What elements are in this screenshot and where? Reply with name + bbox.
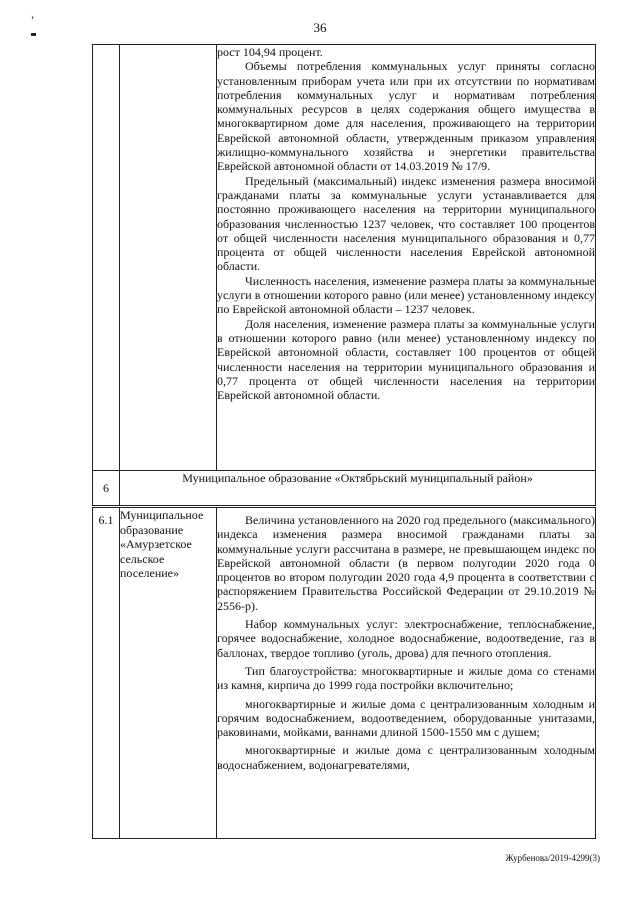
paragraph: многоквартирные и жилые дома с централизованным холодным водоснабжением, водонагревателями, (217, 743, 595, 772)
row-number-cell (93, 45, 120, 471)
margin-mark: › (31, 12, 34, 22)
section-title: Муниципальное образование «Октябрьский муниципальный район» (120, 471, 596, 507)
paragraph: Набор коммунальных услуг: электроснабжение, теплоснабжение, горячее водоснабжение, холодное водоснабжение, водоотведение, газ в баллонах, твердое топливо (уголь, дрова) для печного отопления. (217, 617, 595, 660)
page-number: 36 (313, 20, 327, 35)
paragraph: Численность населения, изменение размера платы за коммунальные услуги в отношении которого равно (или менее) установленному индексу по Еврейской автономной области – 1237 человек. (217, 273, 595, 317)
row-number: 6.1 (93, 507, 120, 839)
paragraph: многоквартирные и жилые дома с централизованным холодным и горячим водоснабжением, водоотведением, оборудованные унитазами, раковинами, мойками, ваннами длиной 1500-1550 мм с душем; (217, 696, 595, 740)
paragraph: Объемы потребления коммунальных услуг приняты согласно установленным приборам учета или при их отсутствии по нормативам потребления коммунальных услуг и нормативам потребления коммунальных ресурсов в целях содержания общего имущества в многоквартирном доме для населения, проживающего на территории Еврейской автономной области, утвержденным приказом управления жилищно-коммунального хозяйства и энергетики правительства Еврейской автономной области от 14.03.2019 № 17/9. (217, 59, 595, 174)
paragraph: Предельный (максимальный) индекс изменения размера вносимой гражданами платы за коммунальные услуги устанавливается для постоянно проживающего населения на территории муниципального образования численностью 1237 человек, что составляет 100 процентов от общей численности населения муниципального образования и 0,77 процента от общей численности населения Еврейской автономной области. (217, 173, 595, 274)
row-name-cell (120, 45, 217, 471)
table-row-continuation (93, 45, 596, 471)
margin-dash-mark (31, 33, 36, 36)
paragraph: Доля населения, изменение размера платы за коммунальные услуги в отношении которого равно (или менее) установленному индексу по Еврейской автономной области, составляет 100 процентов от общей численности населения на территории муниципального образования и 0,77 процента от общей численности населения на территории Еврейской автономной области. (217, 316, 595, 403)
paragraph: рост 104,94 процент. (217, 45, 323, 59)
table-row-6-1 (93, 507, 596, 839)
document-code: Журбенова/2019-4299(3) (505, 853, 600, 863)
section-number: 6 (93, 471, 120, 507)
paragraph: Величина установленного на 2020 год предельного (максимального) индекса изменения размера вносимой гражданами платы за коммунальные услуги рассчитана в размере, не превышающем индекс по Еврейской автономной области (в первом полугодии 2020 года 0 процентов во втором полугодии 2020 года 4,9 процента в соответствии с распоряжением Правительства Российской Федерации от 29.10.2019 № 2556-р). (217, 513, 595, 613)
row-text-cell (217, 507, 596, 839)
paragraph: Тип благоустройства: многоквартирные и жилые дома со стенами из камня, кирпича до 1999 года постройки включительно; (217, 663, 595, 693)
row-text-cell (217, 45, 596, 471)
regulation-table (92, 44, 596, 839)
municipality-name: Муниципальное образование «Амурзетское сельское поселение» (120, 507, 217, 839)
table-row-section (93, 471, 596, 507)
